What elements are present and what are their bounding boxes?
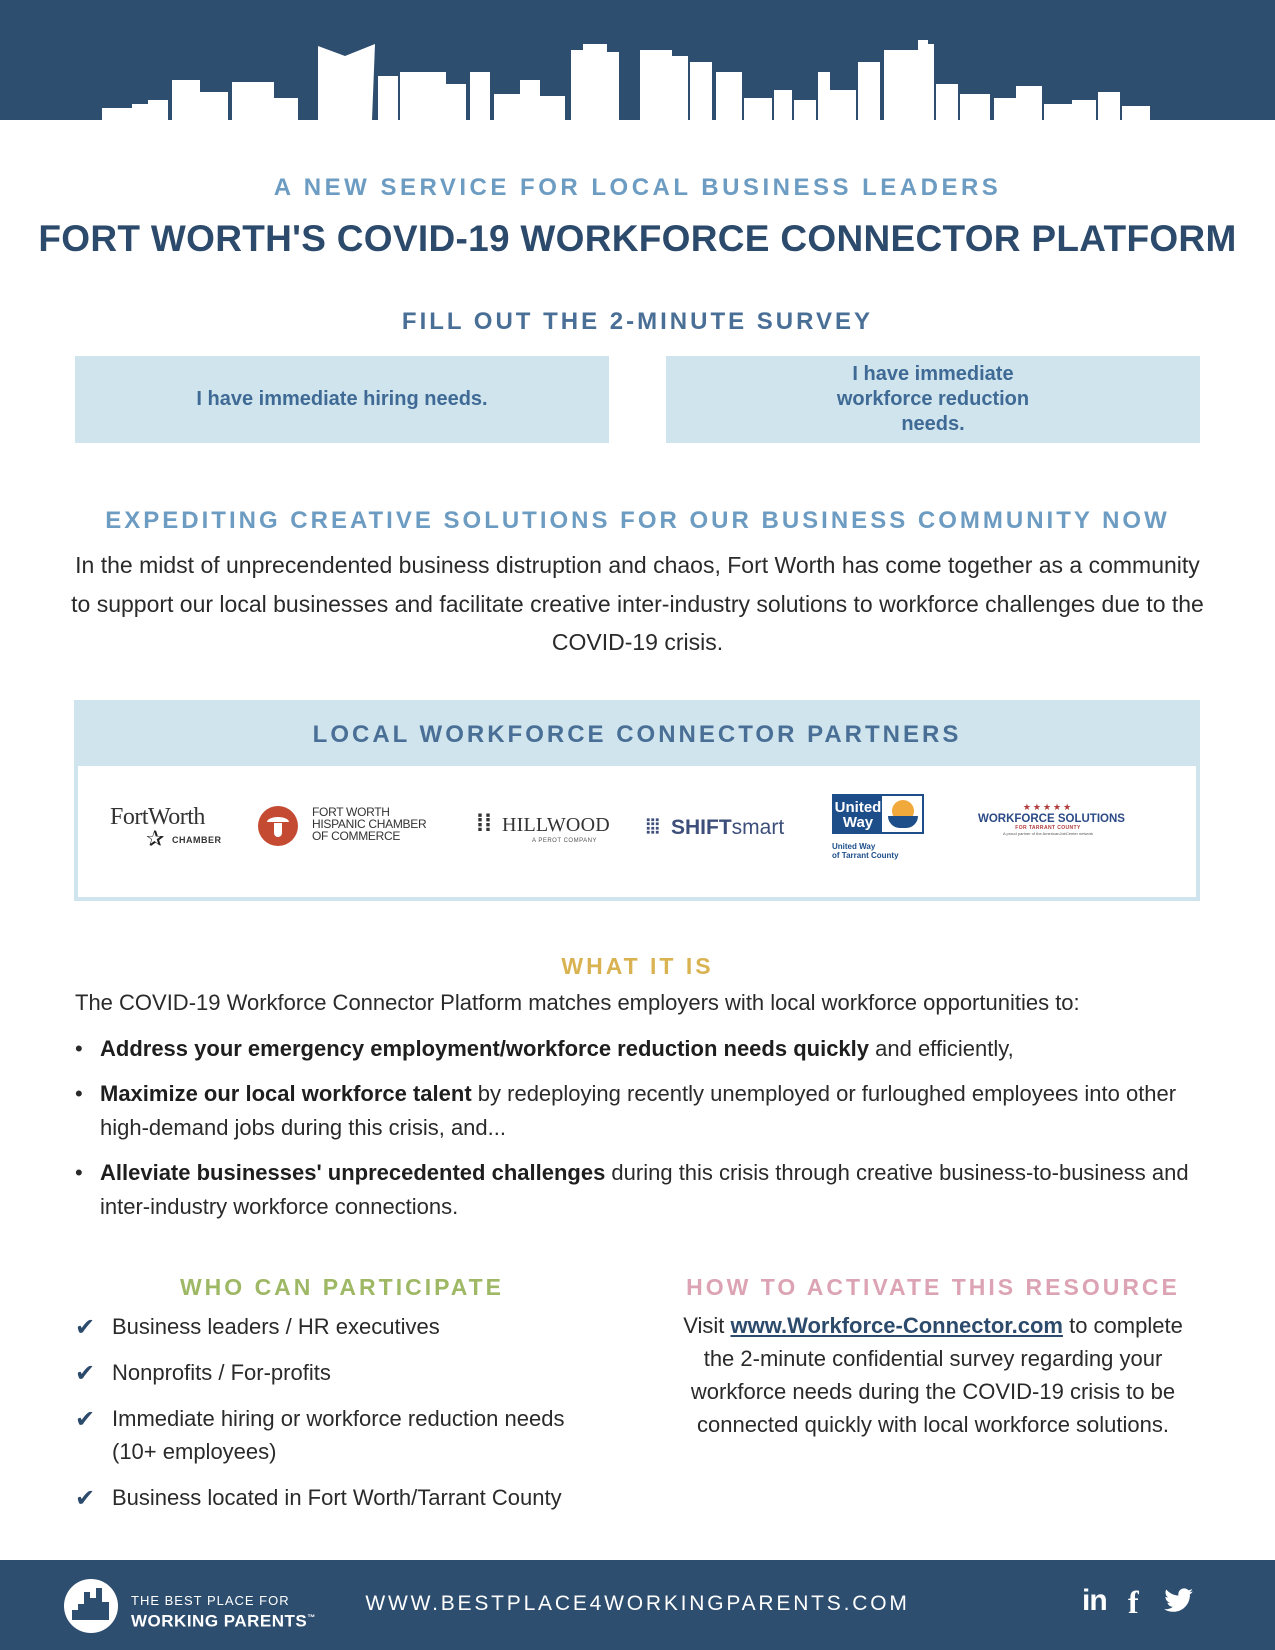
who-can-participate-heading: WHO CAN PARTICIPATE	[179, 1274, 505, 1300]
list-item	[75, 1156, 1205, 1224]
helping-hand-icon	[882, 796, 922, 832]
how-to-activate-text	[666, 1309, 1200, 1441]
survey-heading: FILL OUT THE 2-MINUTE SURVEY	[401, 308, 874, 335]
fort-worth-chamber-logo	[110, 804, 225, 854]
united-way-line2: Way	[842, 814, 874, 831]
eligibility-text: Nonprofits / For-profits	[112, 1360, 331, 1385]
list-item	[75, 1402, 615, 1468]
workforce-solutions-county: FOR TARRANT COUNTY	[1015, 825, 1081, 831]
united-way-caption-1: United Way	[832, 842, 876, 851]
hiring-needs-button[interactable]	[75, 356, 609, 443]
list-item	[75, 1310, 615, 1343]
expedite-paragraph: In the midst of unprecendented business distruption and chaos, Fort Worth has come together as a community to support our local businesses and facilitate creative inter-industry solutions to workforce challenges due to the COVID-19 crisis.	[71, 552, 1204, 655]
how-post-text: to complete the 2-minute confidential survey regarding your workforce needs during the COVID-19 crisis to be connected quickly with local workforce solutions.	[690, 1313, 1183, 1437]
footer-tag-big: WORKING PARENTS	[131, 1611, 308, 1631]
benefit-bold: Address your emergency employment/workforce reduction needs quickly	[100, 1036, 870, 1061]
linkedin-icon[interactable]: in	[1082, 1584, 1107, 1617]
partners-panel	[74, 700, 1200, 901]
chamber-label: CHAMBER	[172, 835, 222, 845]
united-way-line1: United	[834, 799, 882, 816]
hispanic-chamber-logo	[258, 804, 438, 850]
list-item	[75, 1077, 1205, 1145]
workforce-reduction-label: I have immediate workforce reduction needs.	[836, 363, 1030, 435]
hillwood-mark-icon: ⁞⁞	[476, 810, 492, 837]
shiftsmart-logo	[646, 814, 796, 844]
skyline-graphic	[0, 0, 1275, 135]
hiring-needs-label: I have immediate hiring needs.	[196, 388, 488, 410]
star-icon: ✰	[146, 826, 165, 851]
twitter-icon[interactable]	[1164, 1588, 1194, 1619]
footer-tag-small: THE BEST PLACE FOR	[131, 1593, 290, 1608]
hispanic-chamber-line2: HISPANIC CHAMBER	[312, 817, 427, 831]
facebook-icon[interactable]: f	[1128, 1584, 1139, 1620]
expedite-heading: EXPEDITING CREATIVE SOLUTIONS FOR OUR BUSINESS COMMUNITY NOW	[105, 507, 1170, 534]
united-way-logo	[832, 794, 932, 864]
benefit-bold: Alleviate businesses' unprecedented challenges	[100, 1160, 606, 1185]
workforce-connector-link[interactable]: www.Workforce-Connector.com	[730, 1313, 1063, 1338]
eligibility-text: Business leaders / HR executives	[112, 1314, 440, 1339]
workforce-solutions-tagline: A proud partner of the AmericanJobCenter network	[1002, 831, 1094, 836]
how-pre-text: Visit	[683, 1313, 731, 1338]
hispanic-chamber-line1: FORT WORTH	[312, 805, 390, 819]
list-item	[75, 1032, 1205, 1066]
workforce-reduction-button[interactable]	[666, 356, 1200, 443]
eligibility-checklist	[75, 1310, 615, 1527]
footer-website-link[interactable]: WWW.BESTPLACE4WORKINGPARENTS.COM	[365, 1592, 910, 1615]
list-item	[75, 1356, 615, 1389]
longhorn-icon	[258, 806, 298, 846]
hillwood-logo	[476, 810, 610, 850]
what-it-is-intro: The COVID-19 Workforce Connector Platform matches employers with local workforce opportunities to:	[75, 990, 1080, 1015]
footer	[0, 1560, 1275, 1650]
shiftsmart-smart: smart	[731, 816, 785, 839]
checkmark-icon: ✔	[75, 1314, 96, 1341]
fort-worth-chamber-wordmark: FortWorth	[110, 804, 205, 830]
shiftsmart-bars-icon: ⦙⦙⦙	[646, 816, 660, 838]
hillwood-tagline: A PEROT COMPANY	[532, 838, 597, 844]
benefits-list	[75, 1032, 1205, 1235]
hillwood-wordmark: HILLWOOD	[502, 814, 610, 836]
hispanic-chamber-line3: OF COMMERCE	[312, 829, 401, 843]
eligibility-text: Business located in Fort Worth/Tarrant County	[112, 1485, 562, 1510]
eligibility-text: Immediate hiring or workforce reduction needs (10+ employees)	[112, 1406, 565, 1464]
united-way-caption-2: of Tarrant County	[832, 851, 899, 860]
workforce-solutions-wordmark: WORKFORCE SOLUTIONS	[978, 813, 1125, 825]
skyline-banner	[0, 0, 1275, 135]
partner-logos	[78, 766, 1196, 897]
checkmark-icon: ✔	[75, 1406, 96, 1433]
benefit-text: by redeploying recently unemployed or furloughed employees into other high-demand jobs during this crisis, and...	[100, 1081, 1177, 1140]
checkmark-icon: ✔	[75, 1485, 96, 1512]
what-it-is-heading: WHAT IT IS	[561, 953, 714, 979]
trademark-symbol: ™	[307, 1613, 316, 1622]
workforce-solutions-logo	[978, 802, 1125, 858]
eyebrow-subtitle: A NEW SERVICE FOR LOCAL BUSINESS LEADERS	[273, 174, 1002, 201]
checkmark-icon: ✔	[75, 1360, 96, 1387]
benefit-text: and efficiently,	[869, 1036, 1014, 1061]
how-to-activate-heading: HOW TO ACTIVATE THIS RESOURCE	[686, 1274, 1180, 1300]
partners-heading: LOCAL WORKFORCE CONNECTOR PARTNERS	[78, 704, 1196, 766]
stars-icon: ★★★★★	[1022, 802, 1074, 812]
page-title: FORT WORTH'S COVID-19 WORKFORCE CONNECTOR PLATFORM	[38, 218, 1237, 259]
list-item	[75, 1481, 615, 1514]
benefit-bold: Maximize our local workforce talent	[100, 1081, 472, 1106]
shiftsmart-shift: SHIFT	[671, 816, 732, 839]
benefit-text: during this crisis through creative business-to-business and inter-industry workforce connections.	[100, 1160, 1189, 1219]
